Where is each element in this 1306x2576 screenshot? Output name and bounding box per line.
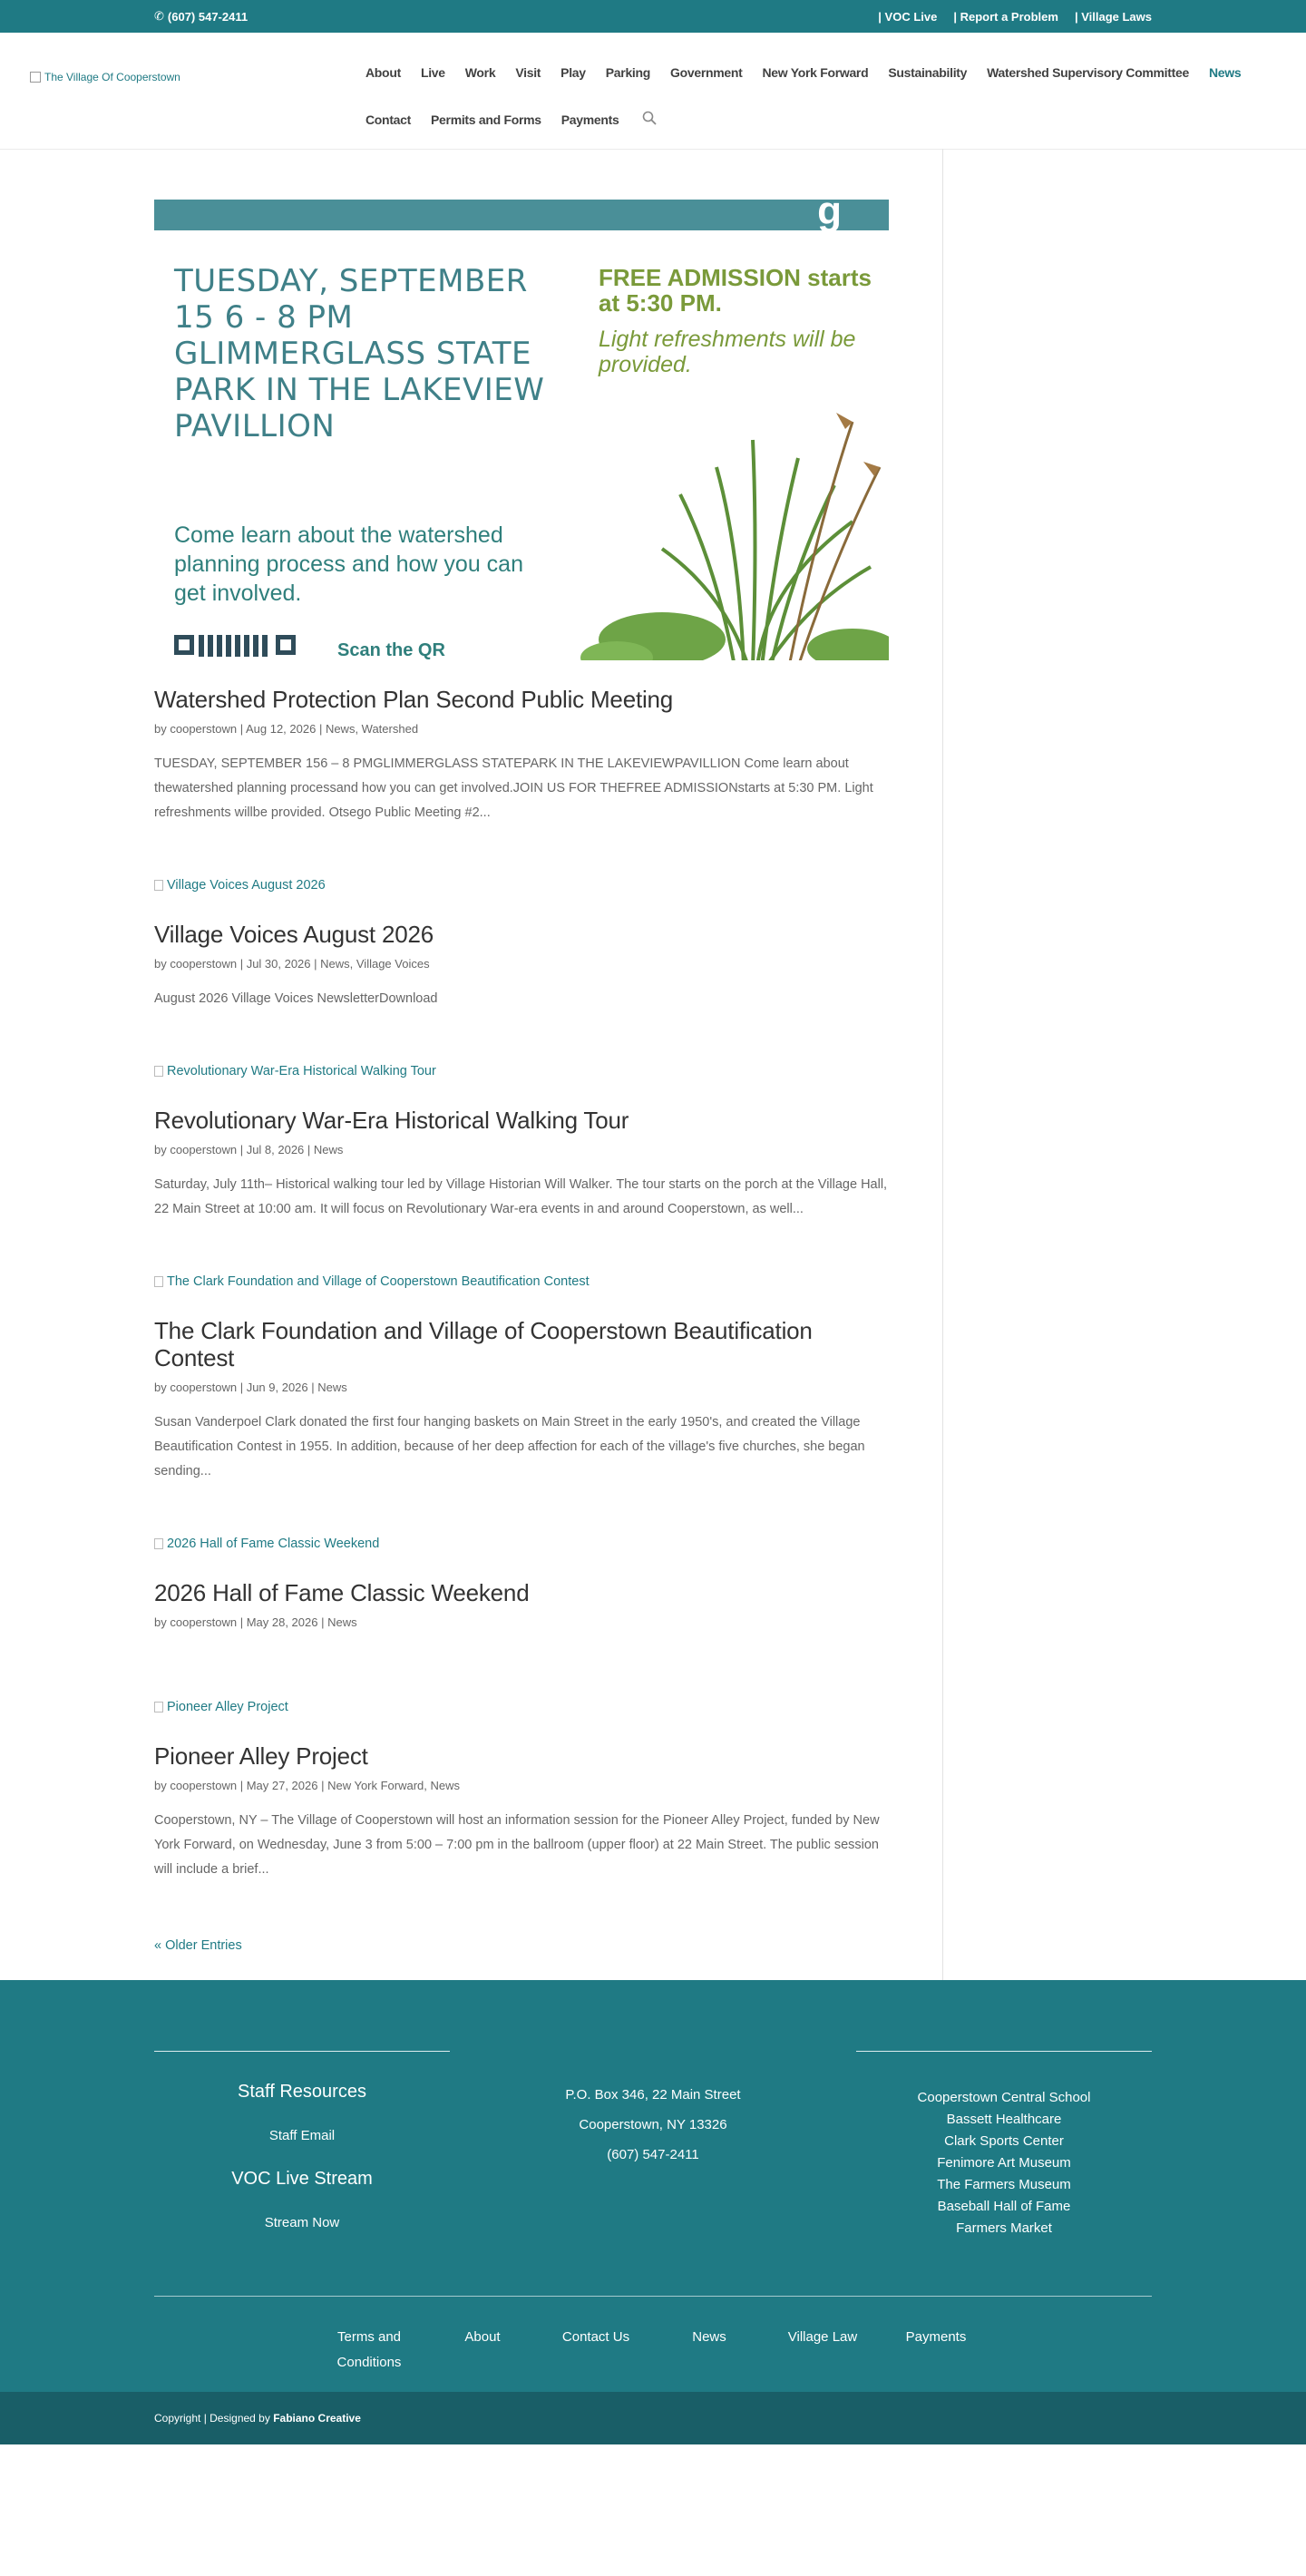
- post-meta: by cooperstown | May 27, 2026 | New York Forward, News: [154, 1779, 461, 1792]
- nav-about[interactable]: About: [365, 65, 401, 80]
- post-list: [154, 149, 889, 1980]
- post-meta: by cooperstown | Jul 30, 2026 | News, Village Voices: [154, 957, 430, 971]
- post-author-link[interactable]: cooperstown: [170, 1381, 238, 1394]
- post-title[interactable]: Watershed Protection Plan Second Public Meeting: [154, 686, 674, 713]
- nav-contact[interactable]: Contact: [365, 112, 412, 127]
- broken-image-icon: [154, 1276, 163, 1287]
- post-image-link[interactable]: [154, 1700, 288, 1714]
- footer-links-column: [856, 2087, 1152, 2239]
- post-item: [154, 200, 889, 825]
- footer-address-column: [517, 2080, 789, 2170]
- site-header: [0, 33, 1306, 149]
- post-item: [154, 1274, 889, 1484]
- footer-bottom-links: [319, 2325, 999, 2376]
- post-categories[interactable]: News: [313, 1143, 344, 1156]
- footer-link-news[interactable]: News: [692, 2329, 726, 2345]
- top-links: [878, 10, 1152, 24]
- post-author-link[interactable]: cooperstown: [170, 1779, 238, 1792]
- phone-icon: ✆: [154, 9, 164, 23]
- post-image-alt: 2026 Hall of Fame Classic Weekend: [167, 1537, 380, 1551]
- featured-image-banner: g: [154, 200, 889, 230]
- post-title[interactable]: Village Voices August 2026: [154, 921, 434, 948]
- post-date: Aug 12, 2026: [245, 722, 317, 736]
- post-title[interactable]: 2026 Hall of Fame Classic Weekend: [154, 1579, 530, 1606]
- footer-address-line: P.O. Box 346, 22 Main Street: [565, 2087, 741, 2103]
- footer-link-fenimore[interactable]: Fenimore Art Museum: [937, 2155, 1071, 2171]
- post-image-alt: Revolutionary War-Era Historical Walking Tour: [167, 1064, 436, 1078]
- footer-divider-left: [154, 2051, 450, 2052]
- post-author-link[interactable]: cooperstown: [170, 1615, 238, 1629]
- post-categories[interactable]: News, Watershed: [325, 722, 419, 736]
- featured-free-text: FREE ADMISSION starts at 5:30 PM.: [599, 264, 872, 317]
- featured-refresh-text: Light refreshments will be provided.: [599, 327, 856, 377]
- main-area: [0, 149, 1306, 1980]
- post-title[interactable]: Revolutionary War-Era Historical Walking Tour: [154, 1107, 629, 1134]
- post-date: May 28, 2026: [246, 1615, 318, 1629]
- broken-image-icon: [154, 1066, 163, 1077]
- post-image-link[interactable]: [154, 878, 326, 893]
- site-logo-alt: The Village Of Cooperstown: [44, 71, 180, 83]
- post-image-alt: The Clark Foundation and Village of Cooperstown Beautification Contest: [167, 1274, 590, 1289]
- voc-live-heading: VOC Live Stream: [231, 2169, 373, 2189]
- nav-work[interactable]: Work: [464, 65, 496, 80]
- nav-news[interactable]: News: [1208, 65, 1242, 80]
- footer-divider-right: [856, 2051, 1152, 2052]
- nav-row-1: [365, 49, 1242, 96]
- top-link-village-laws[interactable]: | Village Laws: [1074, 9, 1152, 24]
- plant-illustration: [580, 385, 889, 660]
- nav-watershed-committee[interactable]: Watershed Supervisory Committee: [987, 65, 1189, 80]
- top-link-report-problem[interactable]: | Report a Problem: [953, 9, 1058, 24]
- post-date: May 27, 2026: [246, 1779, 318, 1792]
- footer-link-bassett[interactable]: Bassett Healthcare: [946, 2112, 1062, 2127]
- main-nav: [365, 65, 1242, 143]
- footer-link-farmers-museum[interactable]: The Farmers Museum: [937, 2177, 1071, 2192]
- search-icon[interactable]: [642, 111, 657, 130]
- post-categories[interactable]: News: [317, 1381, 347, 1394]
- designer-link[interactable]: Fabiano Creative: [273, 2412, 361, 2425]
- post-meta: by cooperstown | May 28, 2026 | News: [154, 1615, 357, 1629]
- broken-image-icon: [154, 880, 163, 891]
- footer-link-hall-of-fame[interactable]: Baseball Hall of Fame: [937, 2199, 1071, 2214]
- footer-link-village-law[interactable]: Village Law: [787, 2329, 858, 2345]
- featured-scan-text: Scan the QR: [337, 640, 445, 660]
- copyright-text: Copyright | Designed by: [154, 2412, 270, 2425]
- post-categories[interactable]: News: [327, 1615, 357, 1629]
- post-author-link[interactable]: cooperstown: [170, 957, 238, 971]
- footer-phone[interactable]: (607) 547-2411: [607, 2147, 699, 2162]
- post-excerpt: TUESDAY, SEPTEMBER 156 – 8 PMGLIMMERGLASS STATEPARK IN THE LAKEVIEWPAVILLION Come learn about thewatershed planning processand how you can get involved.JOIN US FOR THEFREE ADMISSIONstarts at 5:30 PM. Light refreshments willbe provided. Otsego Public Meeting #2...: [154, 756, 873, 820]
- post-item: [154, 1700, 889, 1882]
- post-categories[interactable]: News, Village Voices: [320, 957, 430, 971]
- footer-link-farmers-market[interactable]: Farmers Market: [956, 2220, 1052, 2236]
- footer-divider-bottom: [154, 2296, 1152, 2297]
- post-item: [154, 1537, 889, 1629]
- footer-link-contact[interactable]: Contact Us: [561, 2329, 630, 2345]
- post-meta: by cooperstown | Jun 9, 2026 | News: [154, 1381, 347, 1394]
- post-date: Jul 30, 2026: [246, 957, 311, 971]
- sidebar-divider: [942, 149, 943, 1980]
- footer-link-school[interactable]: Cooperstown Central School: [917, 2090, 1091, 2105]
- broken-image-icon: [154, 1538, 163, 1549]
- post-date: Jun 9, 2026: [246, 1381, 308, 1394]
- nav-sustainability[interactable]: Sustainability: [888, 65, 968, 80]
- post-title[interactable]: The Clark Foundation and Village of Cooperstown Beautification Contest: [154, 1317, 813, 1371]
- post-image-alt: Village Voices August 2026: [167, 878, 326, 893]
- older-entries-link[interactable]: « Older Entries: [154, 1938, 242, 1953]
- post-date: Jul 8, 2026: [246, 1143, 305, 1156]
- post-author-link[interactable]: cooperstown: [170, 1143, 238, 1156]
- post-excerpt: Susan Vanderpoel Clark donated the first four hanging baskets on Main Street in the early 1950's, and created the Village Beautification Contest in 1955. In addition, because of her deep affection for each of the village's five churches, she began sending...: [154, 1415, 865, 1478]
- broken-image-icon: [30, 72, 41, 83]
- broken-image-icon: [154, 1702, 163, 1712]
- nav-parking[interactable]: Parking: [605, 65, 651, 80]
- featured-image[interactable]: [154, 200, 889, 660]
- staff-email-link[interactable]: Staff Email: [268, 2128, 336, 2143]
- post-excerpt: Cooperstown, NY – The Village of Cooperstown will host an information session for the Pioneer Alley Project, funded by New York Forward, on Wednesday, June 3 from 5:00 – 7:00 pm in the ballroom (upper floor) at 22 Main Street. The public session will include a brief...: [154, 1813, 880, 1877]
- top-phone-number: (607) 547-2411: [167, 9, 249, 24]
- featured-date-text: TUESDAY, SEPTEMBER 15 6 - 8 PM GLIMMERGLASS STATE PARK IN THE LAKEVIEW PAVILLION: [174, 263, 545, 444]
- nav-payments[interactable]: Payments: [560, 112, 619, 127]
- post-image-link[interactable]: [154, 1537, 379, 1551]
- nav-visit[interactable]: Visit: [515, 65, 541, 80]
- post-image-link[interactable]: [154, 1064, 436, 1078]
- footer-link-clark[interactable]: Clark Sports Center: [944, 2133, 1064, 2149]
- nav-play[interactable]: Play: [560, 65, 586, 80]
- post-categories[interactable]: New York Forward, News: [327, 1779, 461, 1792]
- post-item: [154, 1064, 889, 1222]
- copyright-bar: [0, 2392, 1306, 2444]
- featured-learn-text: Come learn about the watershed planning process and how you can get involved.: [174, 522, 523, 606]
- footer-link-payments[interactable]: Payments: [905, 2329, 967, 2345]
- nav-government[interactable]: Government: [670, 65, 743, 80]
- post-excerpt: August 2026 Village Voices NewsletterDownload: [154, 991, 438, 1006]
- nav-new-york-forward[interactable]: New York Forward: [762, 65, 869, 80]
- footer-link-terms[interactable]: Terms and Conditions: [336, 2329, 402, 2370]
- post-image-alt: Pioneer Alley Project: [167, 1700, 288, 1714]
- post-meta: by cooperstown | Jul 8, 2026 | News: [154, 1143, 344, 1156]
- site-logo[interactable]: [30, 71, 180, 83]
- post-item: [154, 878, 889, 1011]
- post-author-link[interactable]: cooperstown: [170, 722, 238, 736]
- footer-link-about[interactable]: About: [464, 2329, 501, 2345]
- nav-row-2: [365, 96, 1236, 143]
- nav-permits-forms[interactable]: Permits and Forms: [431, 112, 541, 127]
- stream-now-link[interactable]: Stream Now: [264, 2215, 340, 2230]
- post-meta: by cooperstown | Aug 12, 2026 | News, Watershed: [154, 722, 419, 736]
- top-link-voc-live[interactable]: | VOC Live: [878, 9, 938, 24]
- footer-address-city: Cooperstown, NY 13326: [579, 2117, 727, 2132]
- post-image-link[interactable]: [154, 1274, 590, 1289]
- top-bar: [0, 0, 1306, 33]
- post-title[interactable]: Pioneer Alley Project: [154, 1742, 368, 1770]
- site-footer: [0, 1980, 1306, 2392]
- nav-live[interactable]: Live: [420, 65, 445, 80]
- top-phone[interactable]: [154, 9, 248, 24]
- staff-resources-heading: Staff Resources: [238, 2082, 366, 2102]
- post-excerpt: Saturday, July 11th– Historical walking tour led by Village Historian Will Walker. The tour starts on the porch at the Village Hall, 22 Main Street at 10:00 am. It will focus on Revolutionary War-era events in and around Cooperstown, as well...: [154, 1177, 888, 1216]
- qr-code-icon: [174, 635, 296, 657]
- footer-staff-column: [154, 2082, 450, 2238]
